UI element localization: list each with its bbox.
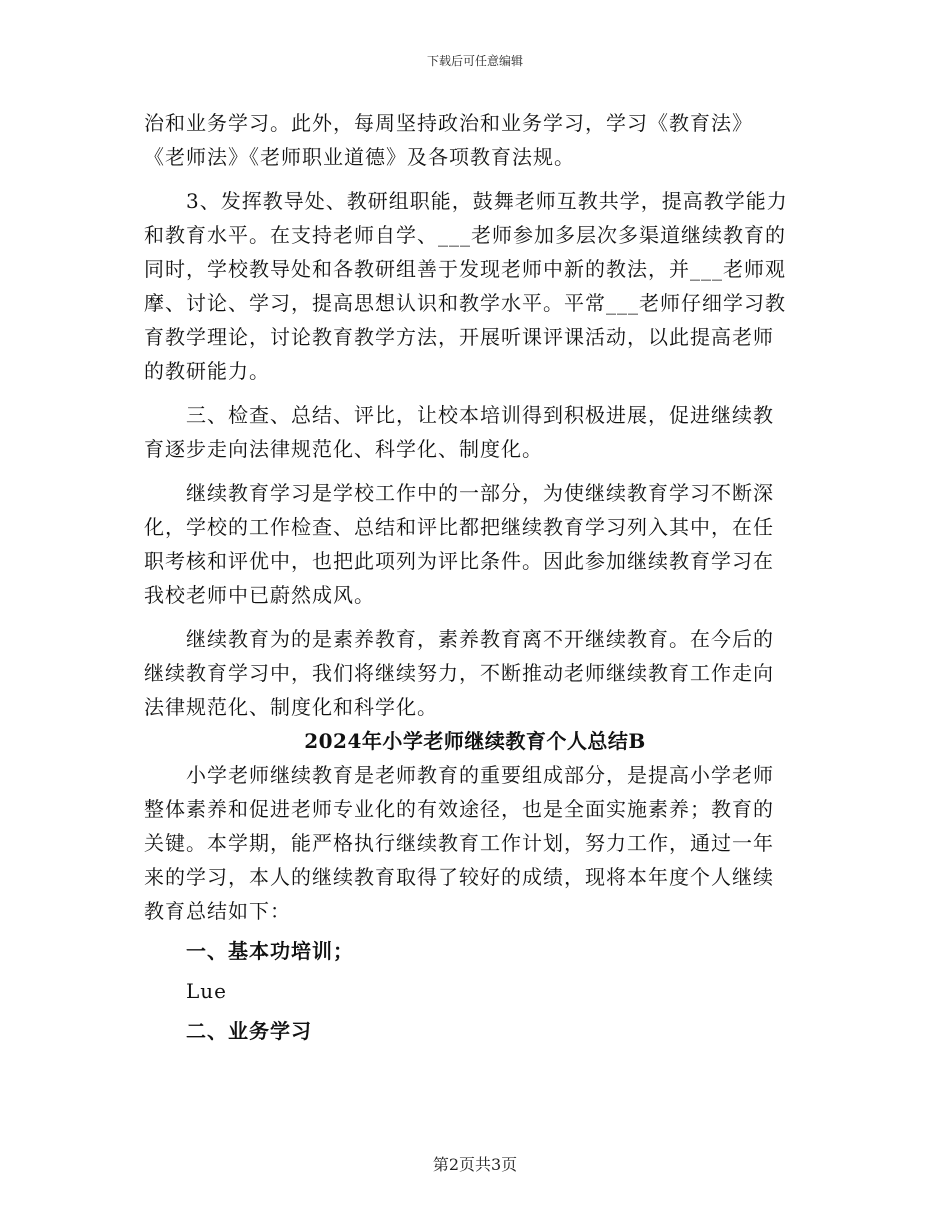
text-line: 治和业务学习。此外，每周坚持政治和业务学习，学习《教育法》 (144, 111, 753, 135)
paragraph (144, 184, 806, 388)
text-line: 教育总结如下： (144, 899, 291, 923)
subheading-business-study: 二、业务学习 (186, 1019, 312, 1043)
paragraph (144, 106, 806, 174)
paragraph (144, 398, 806, 466)
text-line: 《老师法》《老师职业道德》及各项教育法规。 (144, 145, 575, 169)
text-line: 法律规范化、制度化和科学化。 (144, 695, 438, 719)
text-line: 的教研能力。 (144, 359, 270, 383)
document-body (144, 106, 806, 1048)
text-line: 我校老师中已蔚然成风。 (144, 583, 375, 607)
text-line: 摩、讨论、学习，提高思想认识和教学水平。平常___老师仔细学习教 (144, 291, 786, 315)
paragraph (144, 622, 806, 724)
section-title: 2024年小学老师继续教育个人总结B (304, 729, 646, 753)
text-line: 职考核和评优中，也把此项列为评比条件。因此参加继续教育学习在 (144, 549, 774, 573)
paragraph (144, 758, 806, 928)
text-line: 3、发挥教导处、教研组职能，鼓舞老师互教共学，提高教学能力 (186, 189, 788, 213)
text-line: 和教育水平。在支持老师自学、___老师参加多层次多渠道继续教育的 (144, 223, 786, 247)
text-line: 三、检查、总结、评比，让校本培训得到积极进展，促进继续教 (186, 403, 774, 427)
text-line: 来的学习，本人的继续教育取得了较好的成绩，现将本年度个人继续 (144, 865, 774, 889)
page-number: 第2页共3页 (432, 1155, 518, 1174)
text-line: 继续教育为的是素养教育，素养教育离不开继续教育。在今后的 (186, 627, 774, 651)
page-header-note: 下载后可任意编辑 (426, 54, 523, 68)
text-line: 整体素养和促进老师专业化的有效途径，也是全面实施素养；教育的 (144, 797, 774, 821)
subheading-basic-training: 一、基本功培训； (186, 939, 354, 963)
text-line: 育教学理论，讨论教育教学方法，开展听课评课活动，以此提高老师 (144, 325, 774, 349)
paragraph (144, 476, 806, 612)
subheading-body: Lue (186, 979, 227, 1003)
text-line: 继续教育学习是学校工作中的一部分，为使继续教育学习不断深 (186, 481, 774, 505)
text-line: 化，学校的工作检查、总结和评比都把继续教育学习列入其中，在任 (144, 515, 774, 539)
text-line: 关键。本学期，能严格执行继续教育工作计划，努力工作，通过一年 (144, 831, 774, 855)
text-line: 小学老师继续教育是老师教育的重要组成部分，是提高小学老师 (186, 763, 774, 787)
text-line: 继续教育学习中，我们将继续努力，不断推动老师继续教育工作走向 (144, 661, 774, 685)
text-line: 同时，学校教导处和各教研组善于发现老师中新的教法，并___老师观 (144, 257, 786, 281)
text-line: 育逐步走向法律规范化、科学化、制度化。 (144, 437, 543, 461)
